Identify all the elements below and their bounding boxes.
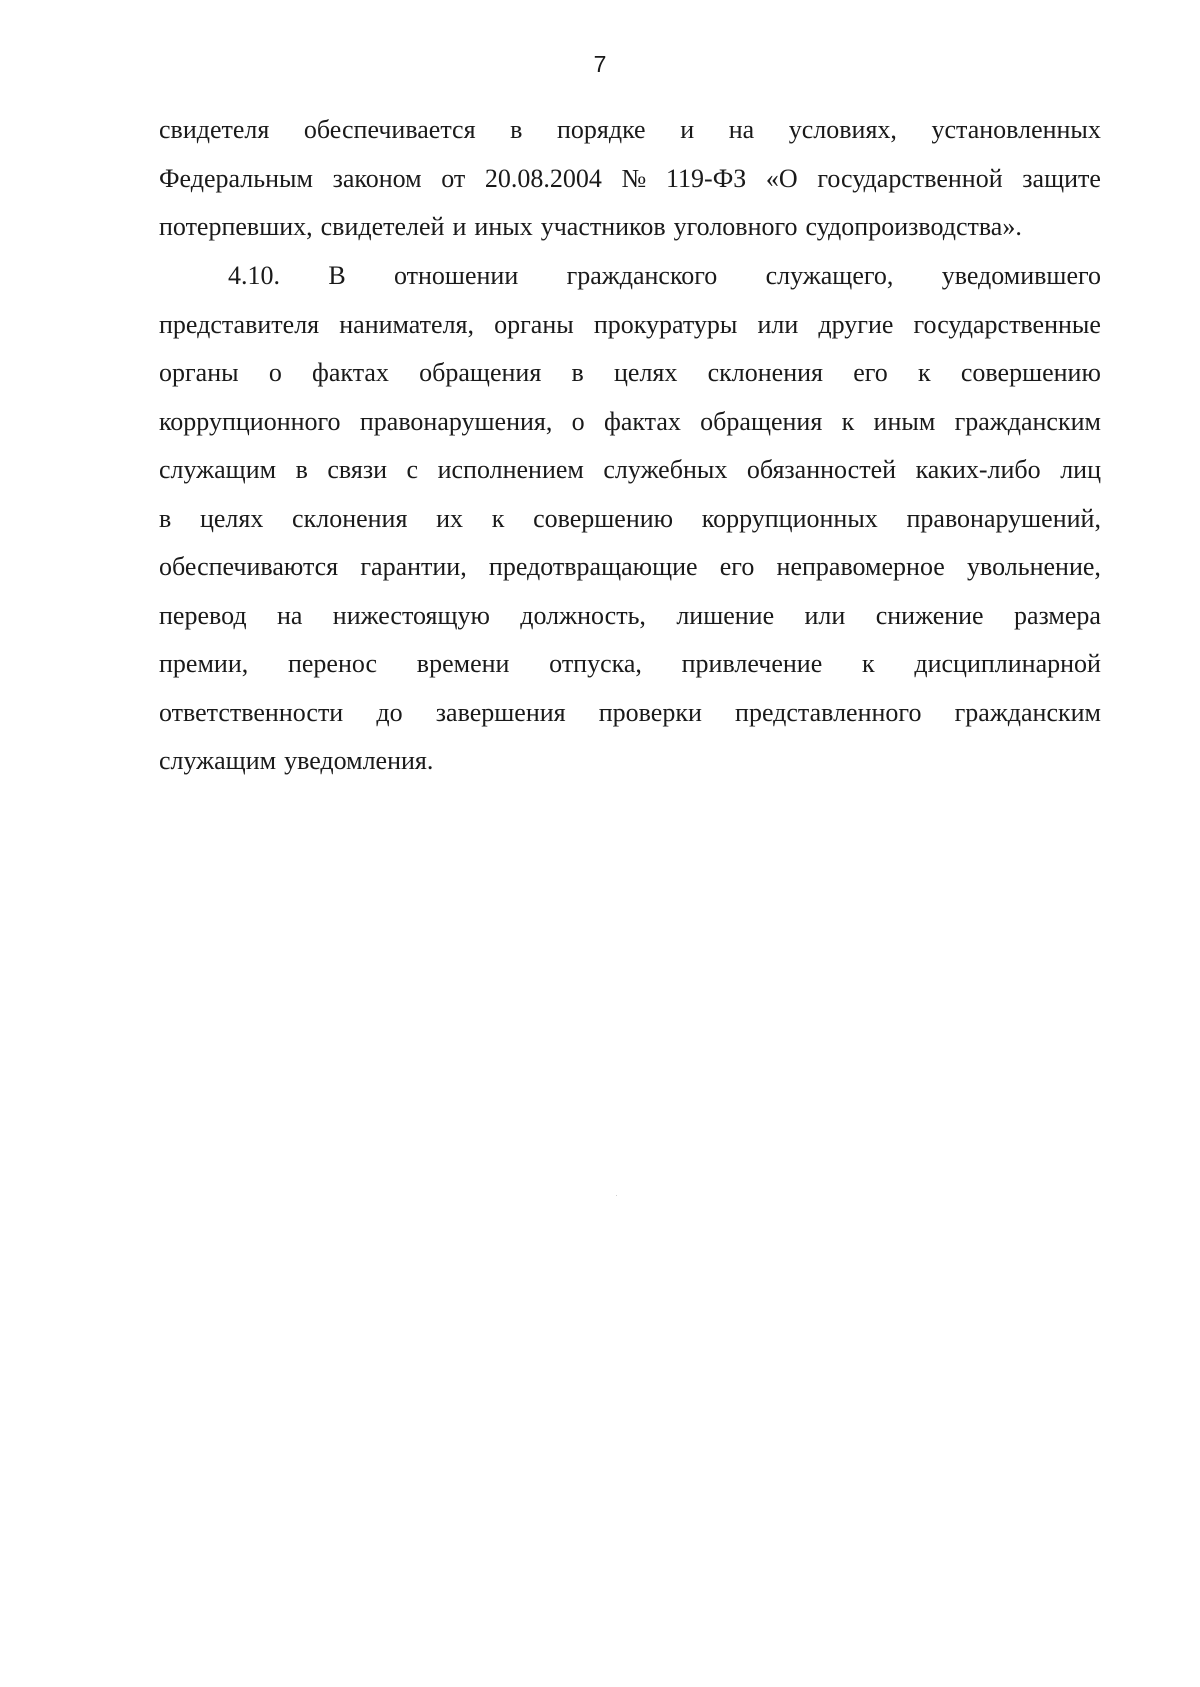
text-line: в целях склонения их к совершению коррупционных правонарушений, — [159, 503, 1101, 533]
text-line: Федеральным законом от 20.08.2004 № 119-ФЗ «О государственной защите — [159, 163, 1101, 193]
paragraph-4-10 — [159, 252, 1101, 786]
text-line: служащим в связи с исполнением служебных обязанностей каких-либо лиц — [159, 455, 1101, 484]
text-line: потерпевших, свидетелей и иных участников уголовного судопроизводства». — [159, 212, 1022, 241]
text-line: представителя нанимателя, органы прокуратуры или другие государственные — [159, 309, 1101, 339]
text-line: коррупционного правонарушения, о фактах обращения к иным гражданским — [159, 406, 1101, 436]
scan-speck — [616, 1195, 617, 1196]
text-line: 4.10. В отношении гражданского служащего, уведомившего — [228, 261, 1101, 290]
text-line: свидетеля обеспечивается в порядке и на условиях, установленных — [159, 115, 1101, 144]
paragraph-continuation — [159, 106, 1101, 252]
text-line: ответственности до завершения проверки представленного гражданским — [159, 697, 1101, 727]
text-line: органы о фактах обращения в целях склонения его к совершению — [159, 358, 1101, 387]
text-line: обеспечиваются гарантии, предотвращающие его неправомерное увольнение, — [159, 552, 1101, 581]
text-line: служащим уведомления. — [159, 746, 434, 775]
page-number: 7 — [593, 51, 607, 77]
text-line: перевод на нижестоящую должность, лишение или снижение размера — [159, 600, 1101, 630]
text-line: премии, перенос времени отпуска, привлечение к дисциплинарной — [159, 649, 1101, 678]
